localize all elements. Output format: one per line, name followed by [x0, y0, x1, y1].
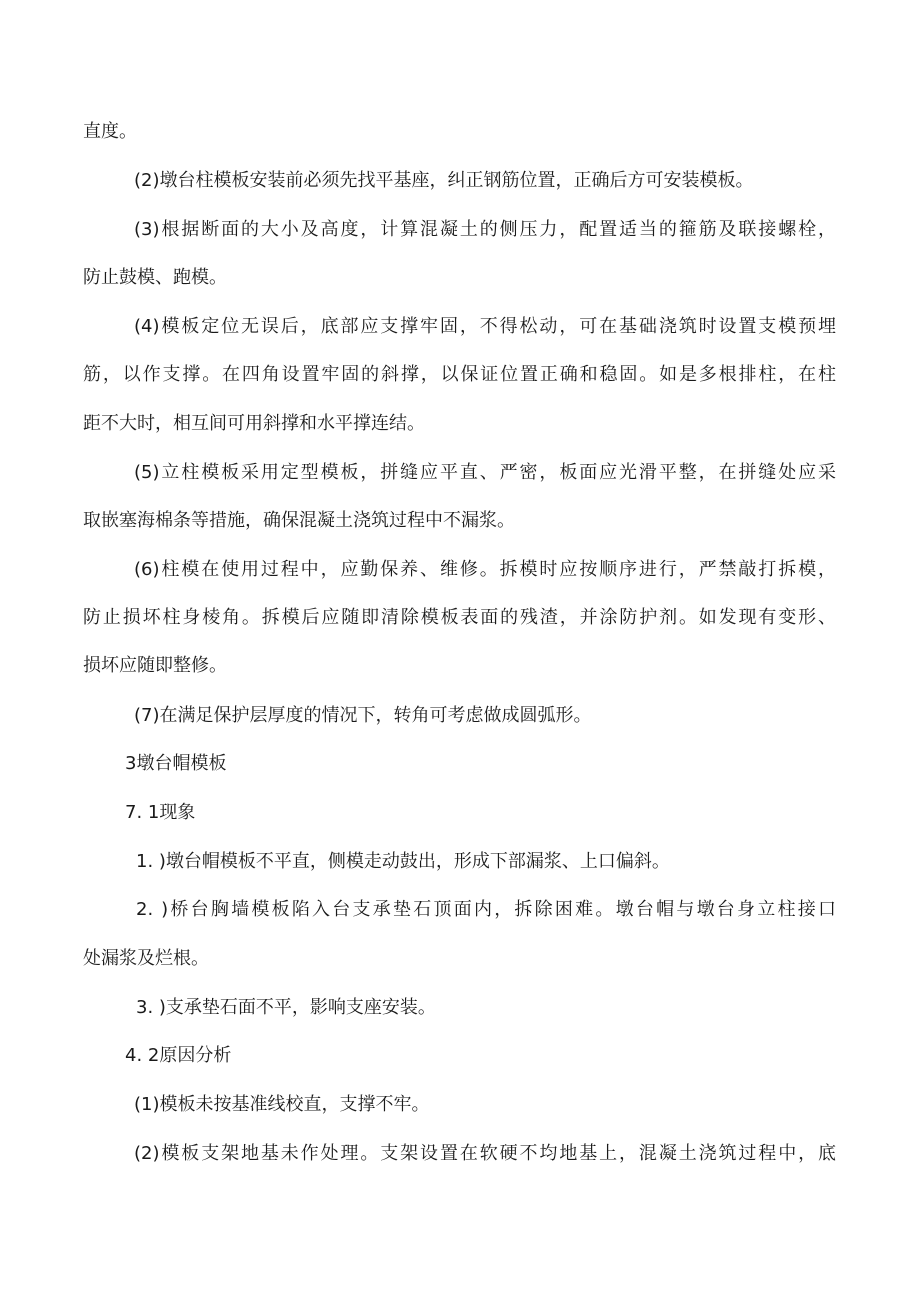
- text-line-19: 3. )支承垫石面不平，影响支座安装。: [136, 997, 436, 1018]
- text-line-5: (4)模板定位无误后，底部应支撑牢固，不得松动，可在基础浇筑时设置支模预埋: [134, 316, 836, 337]
- text-line-13: (7)在满足保护层厚度的情况下，转角可考虑做成圆弧形。: [134, 705, 592, 726]
- text-line-16: 1. )墩台帽模板不平直，侧模走动鼓出，形成下部漏浆、上口偏斜。: [136, 851, 670, 872]
- text-line-3: (3)根据断面的大小及高度，计算混凝土的侧压力，配置适当的箍筋及联接螺栓，: [134, 219, 836, 240]
- text-line-7: 距不大时，相互间可用斜撑和水平撑连结。: [83, 413, 425, 434]
- text-line-22: (2)模板支架地基未作处理。支架设置在软硬不均地基上，混凝土浇筑过程中，底: [134, 1143, 836, 1164]
- text-line-1: 直度。: [83, 121, 137, 142]
- text-line-10: (6)柱模在使用过程中，应勤保养、维修。拆模时应按顺序进行，严禁敲打拆模，: [134, 559, 836, 580]
- text-line-11: 防止损坏柱身棱角。拆模后应随即清除模板表面的残渣，并涂防护剂。如发现有变形、: [83, 607, 836, 628]
- text-line-12: 损坏应随即整修。: [83, 655, 227, 676]
- text-line-6: 筋，以作支撑。在四角设置牢固的斜撑，以保证位置正确和稳固。如是多根排柱，在柱: [83, 364, 836, 385]
- subsection-heading-4-2: 4. 2原因分析: [125, 1045, 232, 1066]
- section-heading-3: 3墩台帽模板: [125, 753, 227, 774]
- text-line-18: 处漏浆及烂根。: [83, 948, 209, 969]
- subsection-heading-7-1: 7. 1现象: [125, 802, 196, 823]
- text-line-2: (2)墩台柱模板安装前必须先找平基座，纠正钢筋位置，正确后方可安装模板。: [134, 170, 754, 191]
- text-line-4: 防止鼓模、跑模。: [83, 267, 227, 288]
- text-line-21: (1)模板未按基准线校直，支撑不牢。: [134, 1094, 430, 1115]
- text-line-8: (5)立柱模板采用定型模板，拼缝应平直、严密，板面应光滑平整，在拼缝处应采: [134, 462, 836, 483]
- text-line-9: 取嵌塞海棉条等措施，确保混凝土浇筑过程中不漏浆。: [83, 510, 515, 531]
- text-line-17: 2. )桥台胸墙模板陷入台支承垫石顶面内，拆除困难。墩台帽与墩台身立柱接口: [136, 899, 836, 920]
